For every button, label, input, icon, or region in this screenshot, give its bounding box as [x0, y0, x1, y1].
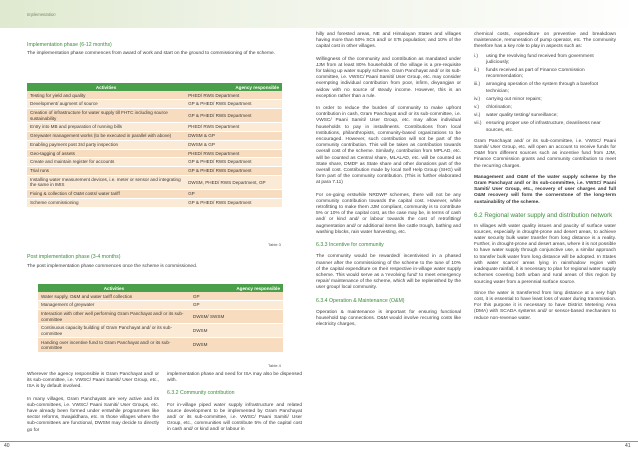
list-text: water quality testing/ surveillance; [486, 113, 558, 119]
activity-cell: Handing over incentive fund to Gram Panchayat and/ or its sub-committee [38, 338, 190, 352]
agency-cell: GP [190, 301, 283, 310]
list-marker: i.) [474, 53, 478, 59]
community-contribution-paragraph: For in-village piped water supply infrastructure and related source development to be implemented by Gram Panchayat and/ or its sub-committee, i.e. VWSC/ Paani Samiti/ User Group, etc., communities will contribute 5% of the capital cost in cash and/ or kind and/ or labour in [167, 402, 302, 433]
list-marker: v.) [474, 105, 479, 111]
agency-cell: PHED/ RWS Department [185, 149, 282, 158]
activity-cell: Trial runs [27, 167, 185, 176]
list-item [474, 54, 616, 66]
agency-cell: GP & PHED/ RWS Department [185, 167, 282, 176]
list-marker: vi.) [474, 113, 481, 119]
table-row [38, 292, 283, 300]
activity-cell: Installing water measurement devices, i.e. meter or sensor and integrating the same in IMIS [27, 175, 185, 189]
agency-cell: GP & PHED/ RWS Department [185, 198, 282, 207]
activities-table-2 [38, 284, 283, 353]
active-gp-paragraph: In many villages, Gram Panchayats are very active and its sub-committees, i.e. VWSC/ Paani Samiti/ User Groups, etc. have already been formed under erstwhile programmes like sector reforms, Swajaldhara, etc. In those villages where the sub-committees are functional, DWSM may decide to directly go for [27, 396, 159, 433]
list-item [474, 113, 616, 119]
middle-para-3: In order to reduce the burden of community to make upfront contribution in cash, Gram Panchayat and/ or its sub-committee, i.e. VWSC/ Paani Samiti/ User Group, etc. may allow individual households to pay in installments. Contributions from local Institutions, philanthropists, community-based organizations to be encouraged. However, such contribution will not be part of the community contribution. This will be taken as contribution towards overall cost of the scheme. Similarly, contribution from MPLAD, etc. will be counted as Central share, MLALAD, etc. will be counted as State share, DMDF as State share and other donations part of the overall cost. Contribution made by local Self Help Group (SHG) will form part of the community contribution. (This is further elaborated at para 7.11) [316, 106, 461, 186]
implementation-phase-heading: Implementation phase (6-12 months) [27, 42, 112, 48]
agency-cell: DWSM [190, 338, 283, 352]
table-row [27, 91, 282, 99]
left-subcol-b [167, 372, 302, 434]
om-heading: 6.3.4 Operation & Maintenance (O&M) [316, 297, 405, 304]
agency-cell: DWSM/ SWSM [190, 309, 283, 323]
regional-network-heading: 6.2 Regional water supply and distribution network [474, 211, 613, 219]
header-band [0, 0, 638, 28]
list-text: carrying out minor repairs; [486, 96, 542, 102]
agency-cell: DWSM, PHED/ RWS Department, GP [185, 175, 282, 189]
table-row [38, 309, 283, 323]
agency-cell: PHED/ RWS Department [185, 91, 282, 99]
table-row [38, 324, 283, 338]
table-row [27, 123, 282, 132]
post-implementation-intro: The post implementation phase commences once the scheme is commissioned. [27, 264, 198, 270]
list-item [474, 68, 616, 80]
table-row [27, 158, 282, 167]
activity-cell: Scheme commissioning [27, 198, 185, 207]
activity-cell: Fixing & collection of O&M costs/ water tariff [27, 190, 185, 199]
left-subcol-a [27, 372, 159, 434]
table-row [27, 131, 282, 140]
agency-cell: DWSM & GP [185, 140, 282, 149]
right-para-4: In villages with water quality issues and paucity of surface water sources, especially in drought-prone and desert areas, to achieve water security bulk water transfer from long distance is a reality. Further, in drought-prone and desert areas, where it is not possible to have water supply through conjunctive use, a similar approach to transfer bulk water from long distance will be adopted. In States with water scarce/ areas lying in rainshadow region with inadequate rainfall, it is necessary to plan for regional water supply schemes covering both urban and rural areas of this region by sourcing water from a perennial surface source. [474, 223, 616, 285]
list-item [474, 97, 616, 103]
table1-header-0: Activities [27, 83, 185, 91]
list-marker: ii.) [474, 68, 480, 74]
activity-cell: Entry into MB and preparation of running bills [27, 123, 185, 132]
post-impl-block [27, 254, 302, 270]
table2-header-0: Activities [38, 284, 190, 292]
activity-cell: Geo-tagging of assets [27, 149, 185, 158]
activity-cell: Development/ augment of source [27, 100, 185, 109]
list-text: arranging operation of the system through a barefoot technician; [486, 82, 598, 94]
activity-cell: Management of greywater [38, 301, 190, 310]
list-item [474, 82, 616, 94]
middle-para-4: For on-going erstwhile NRDWP schemes, there will not be any community contribution towards the capital cost. However, while retrofitting to make them JJM compliant, community is to contribute 5% or 10% of the capital cost, as the case may be, in terms of cash and/ or kind and/ or labour towards the cost of retrofitting/ augmentation and/ or additional items like cattle trough, bathing and washing blocks, rain water harvesting, etc. [316, 192, 461, 235]
middle-column [316, 32, 461, 328]
activities-table-1 [27, 83, 282, 208]
incentive-heading: 6.3.3 Incentive for community [316, 242, 384, 249]
section-label: Implementation [27, 12, 56, 17]
activity-cell: Greywater management works (to be executed in parallel with above) [27, 131, 185, 140]
right-column [474, 32, 616, 322]
right-para-2: Gram Panchayat and/ or its sub-committee, i.e. VWSC/ Paani Samiti/ User Group, etc. will open an account to receive funds for O&M from different sources such as incentive fund from JJM, Finance Commission grants and community contribution to meet the recurring charges. [474, 138, 616, 169]
activity-cell: Create and maintain register for accounts [27, 158, 185, 167]
agency-cell: DWSM & GP [185, 131, 282, 140]
table-4-caption: Table 4 [268, 363, 281, 368]
table-row [38, 301, 283, 310]
middle-para-5: The community would be rewarded/ incentivised in a phased manner after the commissioning of the scheme to the tune of 10% of the capital expenditure on their respective in-village water supply scheme. This would serve as a 'revolving fund' to meet emergency repair/ maintenance of the scheme, which will be replenished by the user group/ local community. [316, 254, 461, 291]
activity-cell: Enabling payment post 3rd party inspection [27, 140, 185, 149]
activity-cell: Continuous capacity building of Gram Panchayat and/ or its sub-committee [38, 324, 190, 338]
list-item [474, 121, 616, 133]
agency-cell: GP & PHED/ RWS Department [185, 158, 282, 167]
middle-para-2: Willingness of the community and contribution as mandated under JJM from at least 80% households of the village is a pre-requisite for taking up water supply scheme. Gram Panchayat and/ or its sub-committee, i.e. VWSC/ Paani Samiti/ User Group, etc. may consider exempting individual contribution from poor, infirm, divyangjan or widow with no source of steady income. However, this is an exception rather than a rule. [316, 56, 461, 99]
list-text: chlorination; [486, 105, 512, 111]
list-text: ensuring proper use of infrastructure, cleanliness near sources, etc. [486, 121, 601, 133]
table-row [27, 149, 282, 158]
post-implementation-heading: Post implementation phase (3-4 months) [27, 254, 121, 260]
middle-para-6: Operation & maintenance is important for ensuring functional household tap connections. O&M would involve recurring costs like electricity charges, [316, 309, 461, 328]
list-text: funds received as part of Finance Commission recommendation; [486, 68, 585, 80]
right-para-3: Management and O&M of the water supply scheme by the Gram Panchayat and/ or its sub-committee, i.e. VWSC/ Paani Samiti/ User Group, etc., recovery of user charges and full O&M recovery will form the cornerstone of the long-term sustainability of the scheme. [474, 174, 616, 205]
implementation-intro: The implementation phase commences from award of work and start on the ground to commissioning of the scheme. [27, 51, 275, 57]
page-number-left: 40 [4, 443, 10, 449]
list-marker: iv.) [474, 96, 481, 102]
agency-cell: GP [185, 190, 282, 199]
table-row [27, 167, 282, 176]
activity-cell: Water supply, O&M and water tariff collection [38, 292, 190, 300]
middle-para-1: hilly and forested areas, NE and Himalayan States and villages having more than 50% SCs and/ or STs population; and 10% of the capital cost in other villages. [316, 32, 461, 50]
table-row [27, 100, 282, 109]
left-column [27, 42, 302, 57]
agency-cell: GP & PHED/ RWS Department [185, 108, 282, 122]
footer-rule [0, 441, 638, 442]
table1-header-1: Agency responsible [185, 83, 282, 91]
isa-default-paragraph: Wherever the agency responsible is Gram Panchayat and/ or its sub-committee, i.e. VWSC/ Paani Samiti/ User Group, etc., ISA is by default involved. [27, 372, 159, 390]
table-row [27, 108, 282, 122]
page-number-right: 41 [625, 443, 631, 449]
table-row [27, 175, 282, 189]
agency-cell: GP [190, 292, 283, 300]
community-role-list [474, 54, 616, 134]
table-row [27, 190, 282, 199]
list-marker: iii.) [474, 82, 481, 88]
table-row [27, 140, 282, 149]
table-row [27, 198, 282, 207]
table-row [38, 338, 283, 352]
activity-cell: Testing for yield and quality [27, 91, 185, 99]
agency-cell: GP & PHED/ RWS Department [185, 100, 282, 109]
agency-cell: PHED/ RWS Department [185, 123, 282, 132]
list-item [474, 105, 616, 111]
community-contribution-heading: 6.3.2 Community contribution [167, 390, 235, 397]
table-3-caption: Table 3 [268, 242, 281, 247]
list-marker: vii.) [474, 121, 482, 127]
activity-cell: Interaction with other well performing Gram Panchayat and/ or its sub-committee [38, 309, 190, 323]
list-text: using the revolving fund received from government judiciously; [486, 53, 594, 65]
activity-cell: Creation of infrastructure for water supply till FHTC including source sustainability [27, 108, 185, 122]
agency-cell: DWSM [190, 324, 283, 338]
dispense-isa-paragraph: implementation phase and need for ISA may also be dispensed with. [167, 372, 302, 384]
right-para-5: Since the water is transferred from long distance at a very high cost, it is essential to have least loss of water during transmission. For this purpose it is necessary to have District Metering Area (DMA) with SCADA systems and/ or sensor-based mechanism to reduce non-revenue water. [474, 290, 616, 321]
right-para-1: chemical costs, expenditure on preventive and breakdown maintenance, remuneration of pump operator, etc. The community therefore has a key role to play in aspects such as: [474, 32, 616, 50]
table2-header-1: Agency responsible [190, 284, 283, 292]
